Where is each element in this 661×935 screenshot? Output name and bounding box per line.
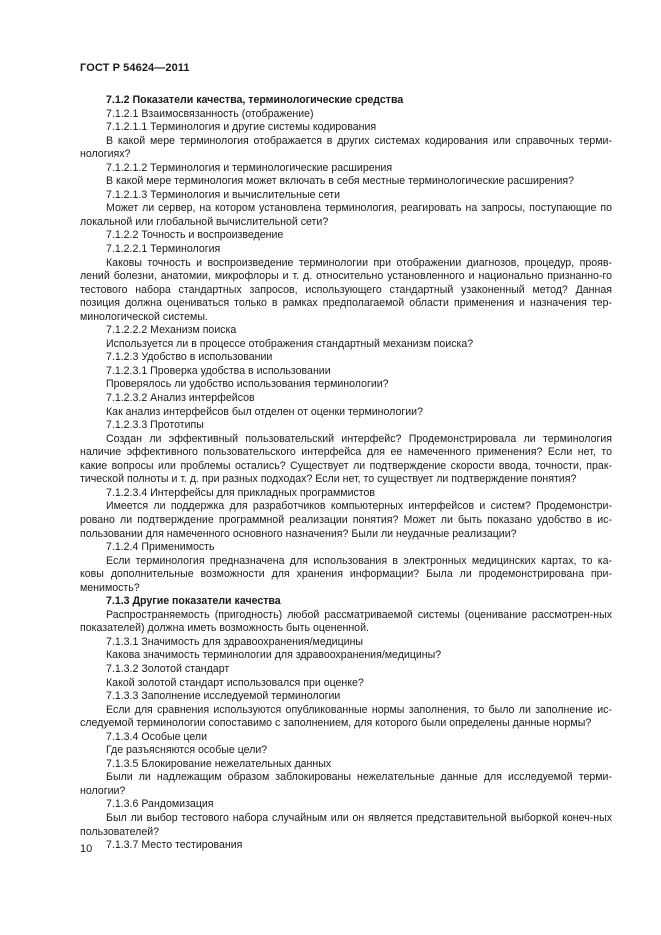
document-body (80, 94, 612, 853)
paragraph: 7.1.2.1.3 Терминология и вычислительные сети (106, 188, 341, 201)
paragraph: 7.1.2.3.2 Анализ интерфейсов (106, 392, 255, 405)
paragraph: Если терминология предназначена для использования в электронных медицинских картах, то ка-ковы дополнительные возможности для хранения информации? Была ли продемонстрирована при-менимость? (80, 554, 612, 594)
paragraph: 7.1.3.1 Значимость для здравоохранения/медицины (106, 635, 364, 648)
paragraph: 7.1.2.1 Взаимосвязанность (отображение) (106, 107, 314, 120)
paragraph: Какова значимость терминологии для здравоохранения/медицины? (106, 649, 442, 662)
paragraph: 7.1.3.3 Заполнение исследуемой терминологии (106, 690, 341, 703)
paragraph: 7.1.2.2.1 Терминология (106, 243, 221, 256)
paragraph: Распространяемость (пригодность) любой рассматриваемой системы (оценивание рассмотрен-ных показателей) должна иметь возможность быть оцененной. (80, 608, 612, 635)
heading-text: 7.1.3 Другие показатели качества (106, 595, 281, 608)
section-heading (80, 94, 612, 108)
paragraph: 7.1.2.3.3 Прототипы (106, 419, 204, 432)
paragraph: 7.1.2.1.2 Терминология и терминологические расширения (106, 161, 393, 174)
paragraph: Имеется ли поддержка для разработчиков компьютерных интерфейсов и систем? Продемонстри-ровано ли подтверждение программной реализации понятия? Может ли быть показано удобство в ис-пользовании для намеченного основного назначения? Были ли неудачные реализации? (80, 500, 612, 540)
paragraph: 7.1.3.5 Блокирование нежелательных данных (106, 757, 332, 770)
section-heading (80, 595, 612, 609)
paragraph: 7.1.3.7 Место тестирования (106, 839, 243, 852)
paragraph: 7.1.2.4 Применимость (106, 541, 215, 554)
paragraph: Как анализ интерфейсов был отделен от оценки терминологии? (106, 405, 423, 418)
paragraph: 7.1.2.3.1 Проверка удобства в использовании (106, 364, 331, 377)
paragraph: Если для сравнения используются опубликованные нормы заполнения, то было ли заполнение ис-следуемой терминологии сопоставимо с заполнением, для которого были определены данные нормы? (80, 703, 612, 730)
paragraph: Где разъясняются особые цели? (106, 744, 268, 757)
page-header: ГОСТ Р 54624—2011 (80, 62, 190, 74)
paragraph: 7.1.2.3 Удобство в использовании (106, 351, 273, 364)
paragraph: 7.1.2.2 Точность и воспроизведение (106, 229, 284, 242)
paragraph: 7.1.2.1.1 Терминология и другие системы кодирования (106, 121, 377, 134)
page-number: 10 (80, 843, 93, 855)
paragraph: В какой мере терминология может включать в себя местные терминологические расширения? (106, 175, 575, 188)
paragraph: Были ли надлежащим образом заблокированы нежелательные данные для исследуемой терми-нологии? (80, 771, 612, 797)
paragraph: Каковы точность и воспроизведение терминологии при отображении диагнозов, процедур, прояв-лений болезни, анатомии, микрофлоры и т. д. относительно установленного и национально признанно-го тестового набора стандартных запросов, использующего стандартный узаконенный метод? Данная позиция должна оцениваться только в рамках предполагаемой области применения и назначения тер-минологической системы. (80, 256, 612, 323)
paragraph: 7.1.3.2 Золотой стандарт (106, 662, 230, 675)
paragraph: 7.1.2.3.4 Интерфейсы для прикладных программистов (106, 486, 376, 499)
paragraph: Используется ли в процессе отображения стандартный механизм поиска? (106, 337, 474, 350)
paragraph: Проверялось ли удобство использования терминологии? (106, 378, 389, 391)
paragraph: 7.1.2.2.2 Механизм поиска (106, 324, 237, 337)
paragraph: 7.1.3.4 Особые цели (106, 730, 207, 743)
paragraph: 7.1.3.6 Рандомизация (106, 798, 214, 811)
paragraph: Может ли сервер, на котором установлена терминология, реагировать на запросы, поступающие по локальной или глобальной вычислительной сети? (80, 202, 612, 228)
paragraph: Какой золотой стандарт использовался при оценке? (106, 676, 364, 689)
paragraph: В какой мере терминология отображается в других системах кодирования или справочных терми-нологиях? (80, 134, 612, 161)
paragraph: Создан ли эффективный пользовательский интерфейс? Продемонстрировала ли терминология наличие эффективного пользовательского интерфейса для ее намеченного применения? Если нет, то какие вопросы или проблемы остались? Существует ли подтверждение скорости ввода, точности, прак-тической полноты и т. д. при разных подходах? Если нет, то существует ли подтверждение понятия? (80, 432, 612, 486)
heading-text: 7.1.2 Показатели качества, терминологические средства (106, 94, 404, 106)
paragraph: Был ли выбор тестового набора случайным или он является представительной выборкой конеч-ных пользователей? (80, 811, 612, 838)
